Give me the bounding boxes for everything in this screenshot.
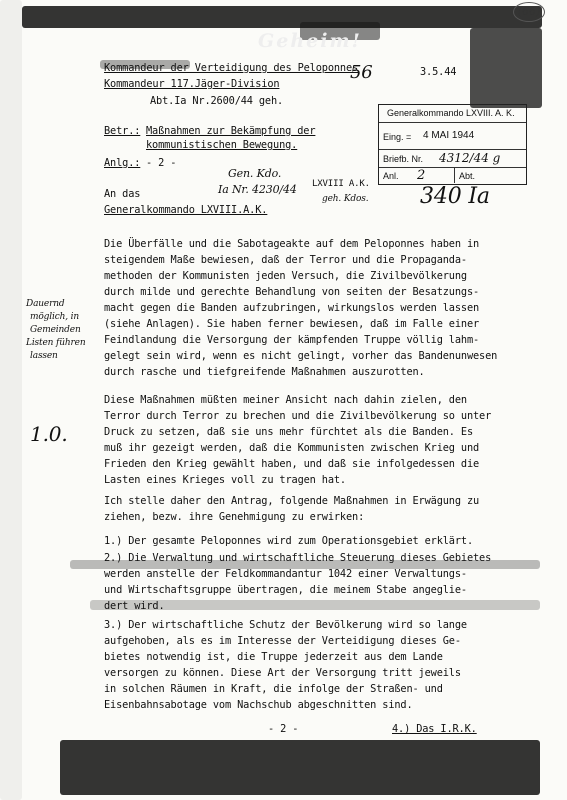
text-line: methoden der Kommunisten jeden Versuch, die Zivilbevölkerung <box>104 270 467 282</box>
text-line: durch milde und gerechte Behandlung von seiten der Besatzungs- <box>104 286 480 298</box>
list-item-3-line: aufgehoben, als es im Interesse der Verteidigung dieses Ge- <box>104 635 461 647</box>
text-line: steigendem Maße bewiesen, daß der Terror und die Propaganda- <box>104 254 467 266</box>
scan-corner-smudge <box>470 28 542 108</box>
handwritten-scrawl: 56 <box>350 62 373 83</box>
text-line: Lasten eines Krieges voll zu tragen hat. <box>104 474 346 486</box>
list-item-3-line: bietes notwendig ist, die Truppe jederzeit aus dem Lande <box>104 651 443 663</box>
reference-number: Abt.Ia Nr.2600/44 geh. <box>150 95 284 107</box>
margin-note-line: möglich, in <box>30 312 80 322</box>
margin-note-line: Gemeinden <box>30 325 81 335</box>
subject-line-1: Maßnahmen zur Bekämpfung der <box>146 125 316 137</box>
receipt-stamp <box>378 104 527 185</box>
list-item-2-line: dert wird. <box>104 600 165 612</box>
handwritten-geh: geh. Kdos. <box>322 194 369 204</box>
margin-note-line: Listen führen <box>26 338 86 348</box>
list-item-2-line: und Wirtschaftsgruppe übertragen, die meinem Stabe angeglie- <box>104 584 467 596</box>
stamp-eing-value: 4 MAI 1944 <box>423 130 475 141</box>
text-line: Feindlandung die Versorgung der kämpfenden Truppe völlig lahm- <box>104 334 480 346</box>
stamp-eing-label: Eing. = <box>383 132 412 142</box>
list-item-3-line: versorgen zu können. Diese Art der Versorgung tritt jeweils <box>104 667 461 679</box>
list-item-2-line: werden anstelle der Feldkommandantur 1042 einer Verwaltungs- <box>104 568 467 580</box>
page-number: (66) <box>513 2 545 22</box>
stamp-abt-label: Abt. <box>459 171 476 181</box>
text-line: Die Überfälle und die Sabotageakte auf dem Peloponnes haben in <box>104 238 480 250</box>
stamp-lxviii: LXVIII A.K. <box>312 179 370 189</box>
list-item-3-line: Eisenbahnsabotage vom Nachschub abgeschnitten sind. <box>104 699 413 711</box>
scan-edge-smudge <box>22 6 542 28</box>
attachments-value: - 2 - <box>146 157 177 169</box>
stamp-title: Generalkommando LXVIII. A. K. <box>387 108 515 118</box>
text-line: macht gegen die Banden aufzubringen, wirkungslos werden lassen <box>104 302 480 314</box>
stamp-briefb-value: 4312/44 g <box>439 151 501 165</box>
text-line: Frieden den Krieg gewählt haben, und daß sie infolgedessen die <box>104 458 480 470</box>
stamp-anl-value: 2 <box>417 168 426 183</box>
secret-stamp: Geheim! <box>258 30 362 52</box>
address-line-2: Generalkommando LXVIII.A.K. <box>104 204 268 216</box>
text-line: ziehen, bezw. ihre Genehmigung zu erwirken: <box>104 511 365 523</box>
subject-line-2: kommunistischen Bewegung. <box>146 139 298 151</box>
list-item-2-line: 2.) Die Verwaltung und wirtschaftliche Steuerung dieses Gebietes <box>104 552 492 564</box>
handwritten-ia-nr: Ia Nr. 4230/44 <box>218 183 297 196</box>
text-line: Ich stelle daher den Antrag, folgende Maßnahmen in Erwägung zu <box>104 495 480 507</box>
margin-note-line: lassen <box>30 351 58 361</box>
document-date: 3.5.44 <box>420 66 457 78</box>
text-line: Diese Maßnahmen müßten meiner Ansicht nach dahin zielen, den <box>104 394 467 406</box>
list-item-1: 1.) Der gesamte Peloponnes wird zum Operationsgebiet erklärt. <box>104 535 474 547</box>
stamp-anl-label: Anl. <box>383 171 399 181</box>
scan-bottom-smudge <box>60 740 540 795</box>
text-line: durch rasche und tiefgreifende Maßnahmen auszurotten. <box>104 366 425 378</box>
text-line: (siehe Anlagen). Sie haben ferner bewiesen, daß im Falle einer <box>104 318 480 330</box>
sender-line-2: Kommandeur 117.Jäger-Division <box>104 78 280 90</box>
address-line-1: An das <box>104 188 141 200</box>
list-item-3-line: 3.) Der wirtschaftliche Schutz der Bevölkerung wird so lange <box>104 619 467 631</box>
attachments-label: Anlg.: <box>104 157 141 169</box>
handwritten-gen-kdo: Gen. Kdo. <box>228 167 282 180</box>
text-line: gelegt sein wird, wenn es nicht gelingt, vorher das Bandenunwesen <box>104 350 498 362</box>
margin-mark: 1.0. <box>30 422 68 446</box>
text-line: Druck zu setzen, daß sie uns mehr fürchtet als die Banden. Es <box>104 426 474 438</box>
list-item-3-line: in solchen Räumen in Kraft, die infolge der Straßen- und <box>104 683 443 695</box>
handwritten-number: 340 Ia <box>420 184 490 209</box>
scan-left-edge <box>0 0 22 800</box>
sender-line-1: Kommandeur der Verteidigung des Peloponnes <box>104 62 359 74</box>
stamp-briefb-label: Briefb. Nr. <box>383 154 424 164</box>
page-footer-number: - 2 - <box>268 723 299 735</box>
subject-label: Betr.: <box>104 125 141 137</box>
continuation-marker: 4.) Das I.R.K. <box>392 723 477 735</box>
text-line: muß ihr gezeigt werden, daß die Kommunisten zwischen Krieg und <box>104 442 480 454</box>
text-line: Terror durch Terror zu brechen und die Zivilbevölkerung so unter <box>104 410 492 422</box>
margin-note-line: Dauernd <box>26 299 65 309</box>
